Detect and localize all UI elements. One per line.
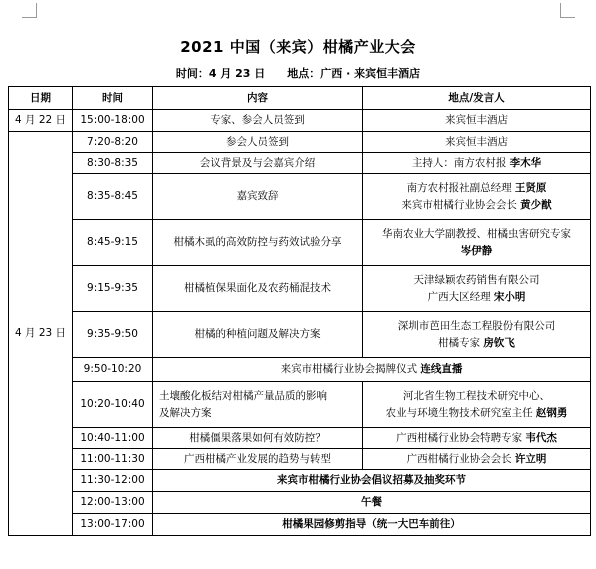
- place-text: 广西柑橘行业协会特聘专家: [396, 431, 523, 444]
- table-row: [9, 132, 591, 153]
- content-cell: 广西柑橘产业发展的趋势与转型: [153, 449, 363, 470]
- table-row: [9, 153, 591, 174]
- header-row: [9, 87, 591, 110]
- content-text: 土壤酸化板结对柑橘产量品质的影响: [159, 389, 327, 402]
- table-row: [9, 514, 591, 536]
- time-cell: 15:00-18:00: [73, 110, 153, 132]
- header-place-speaker: 地点/发言人: [363, 87, 591, 110]
- time-cell: 11:00-11:30: [73, 449, 153, 470]
- place-text: 南方农村报社副总经理: [406, 181, 512, 194]
- table-row: [9, 428, 591, 449]
- speaker-name: 房钦飞: [483, 336, 515, 349]
- content-cell: 专家、参会人员签到: [153, 110, 363, 132]
- time-cell: 8:30-8:35: [73, 153, 153, 174]
- place-text: 农业与环境生物技术研究室主任: [385, 406, 533, 419]
- date-cell: 4 月 22 日: [9, 110, 73, 132]
- place-cell: 来宾恒丰酒店: [363, 132, 591, 153]
- header-time: 时间: [73, 87, 153, 110]
- document-title: 2021 中国（来宾）柑橘产业大会: [180, 38, 416, 56]
- content-cell: 柑橘僵果落果如何有效防控？: [153, 428, 363, 449]
- content-cell: 柑橘的种植问题及解决方案: [153, 312, 363, 358]
- speaker-name: 赵钢勇: [535, 406, 568, 419]
- place-text: 柑橘专家: [438, 336, 481, 349]
- header-date: 日期: [9, 87, 73, 110]
- time-cell: 9:50-10:20: [73, 358, 153, 382]
- place-cell: [363, 428, 591, 449]
- speaker-name: 宋小明: [493, 290, 526, 303]
- content-cell: 柑橘植保果面化及农药桶混技术: [153, 266, 363, 312]
- table-row: [9, 110, 591, 132]
- page-corner-mark-top-right: [560, 3, 575, 18]
- place-text: 天津绿颖农药销售有限公司: [413, 273, 540, 286]
- time-cell: 7:20-8:20: [73, 132, 153, 153]
- speaker-name: 岑伊静: [460, 244, 493, 257]
- page-corner-mark-top-left: [22, 3, 37, 18]
- table-row: [9, 174, 591, 220]
- place-text: 广西大区经理: [427, 290, 491, 303]
- place-cell: 来宾恒丰酒店: [363, 110, 591, 132]
- header-content: 内容: [153, 87, 363, 110]
- place-text: 深圳市芭田生态工程股份有限公司: [397, 319, 556, 332]
- merged-content-cell: 来宾市柑橘行业协会倡议招募及抽奖环节: [153, 470, 591, 492]
- date-cell: 4 月 23 日: [9, 132, 73, 536]
- place-cell: [363, 153, 591, 174]
- place-text: 河北省生物工程技术研究中心、: [403, 389, 550, 402]
- place-text: 主持人：南方农村报: [411, 156, 507, 169]
- content-cell: 柑橘木虱的高效防控与药效试验分享: [153, 220, 363, 266]
- table-row: [9, 266, 591, 312]
- agenda-table: [8, 86, 591, 536]
- speaker-name: 李木华: [509, 156, 542, 169]
- content-cell: 会议背景及与会嘉宾介绍: [153, 153, 363, 174]
- content-text: 及解决方案: [159, 406, 212, 419]
- time-cell: 13:00-17:00: [73, 514, 153, 536]
- merged-content-cell: [153, 358, 591, 382]
- table-row: [9, 382, 591, 428]
- time-cell: 8:35-8:45: [73, 174, 153, 220]
- time-cell: 11:30-12:00: [73, 470, 153, 492]
- place-text: 来宾市柑橘行业协会会长: [401, 198, 517, 211]
- speaker-name: 许立明: [514, 452, 547, 465]
- content-highlight: 连线直播: [420, 363, 463, 375]
- table-row: [9, 470, 591, 492]
- time-cell: 10:20-10:40: [73, 382, 153, 428]
- speaker-name: 王贤原: [514, 181, 547, 194]
- place-cell: [363, 449, 591, 470]
- merged-content-cell: 午餐: [153, 492, 591, 514]
- event-place: 地点：广西 · 来宾恒丰酒店: [287, 67, 421, 80]
- speaker-name: 黄少猷: [520, 198, 552, 211]
- content-cell: 参会人员签到: [153, 132, 363, 153]
- time-cell: 8:45-9:15: [73, 220, 153, 266]
- content-cell: [153, 382, 363, 428]
- place-cell: [363, 312, 591, 358]
- time-cell: 9:35-9:50: [73, 312, 153, 358]
- speaker-name: 韦代杰: [525, 431, 557, 444]
- time-cell: 10:40-11:00: [73, 428, 153, 449]
- place-cell: [363, 266, 591, 312]
- table-row: [9, 449, 591, 470]
- content-cell: 嘉宾致辞: [153, 174, 363, 220]
- content-text: 来宾市柑橘行业协会揭牌仪式: [280, 363, 418, 375]
- table-row: [9, 492, 591, 514]
- event-subtitle: [0, 65, 596, 81]
- place-cell: [363, 220, 591, 266]
- place-cell: [363, 382, 591, 428]
- table-row: [9, 358, 591, 382]
- table-row: [9, 312, 591, 358]
- time-cell: 9:15-9:35: [73, 266, 153, 312]
- place-cell: [363, 174, 591, 220]
- place-text: 广西柑橘行业协会会长: [406, 452, 512, 465]
- place-text: 华南农业大学副教授、柑橘虫害研究专家: [382, 227, 571, 240]
- time-cell: 12:00-13:00: [73, 492, 153, 514]
- table-row: [9, 220, 591, 266]
- merged-content-cell: 柑橘果园修剪指导（统一大巴车前往）: [153, 514, 591, 536]
- event-time: 时间：4 月 23 日: [175, 67, 266, 80]
